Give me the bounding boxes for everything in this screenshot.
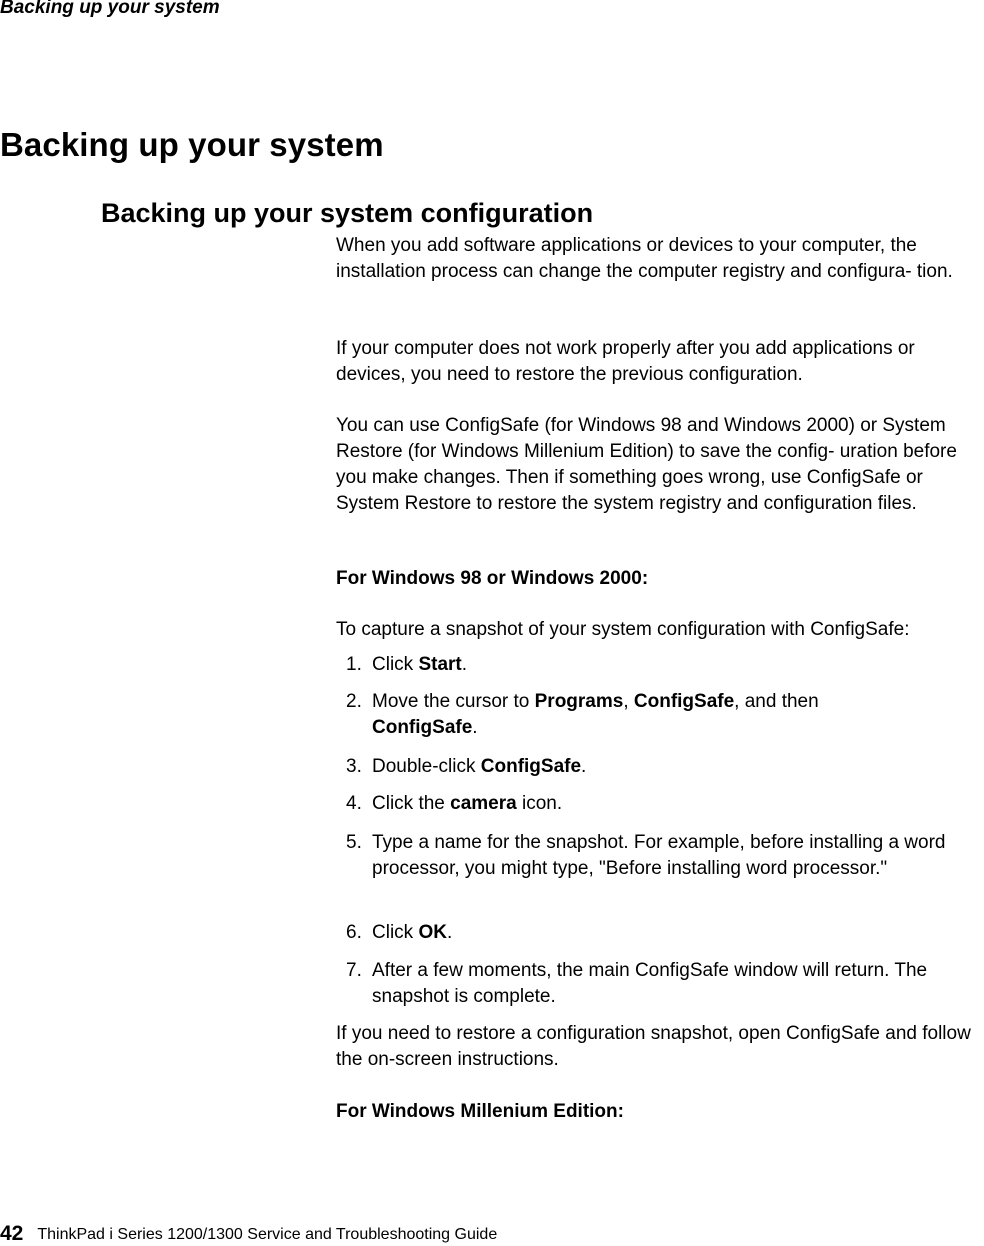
step-number: 4. bbox=[346, 793, 362, 814]
subheading-millenium bbox=[336, 1099, 984, 1125]
subheading-text: For Windows 98 or Windows 2000: bbox=[336, 568, 649, 589]
paragraph-capture-intro bbox=[336, 617, 984, 643]
subheading-text: For Windows Millenium Edition: bbox=[336, 1101, 624, 1122]
step-number: 3. bbox=[346, 756, 362, 777]
step-text: Type a name for the snapshot. For example, before installing a word processor, you might type, "Before installing word processor." bbox=[372, 832, 946, 879]
page-number: 42 bbox=[0, 1222, 24, 1245]
list-item bbox=[336, 754, 984, 780]
page-footer bbox=[0, 1222, 497, 1246]
step-text: Click Start. bbox=[372, 654, 468, 675]
paragraph-restore bbox=[336, 336, 984, 388]
step-number: 5. bbox=[346, 832, 362, 853]
paragraph-text: If you need to restore a configuration snapshot, open ConfigSafe and follow the on-screen instructions. bbox=[336, 1023, 971, 1070]
page-title: Backing up your system bbox=[0, 126, 384, 163]
step-text: Click the camera icon. bbox=[372, 793, 563, 814]
paragraph-configsafe bbox=[336, 413, 984, 517]
step-text: Double-click ConfigSafe. bbox=[372, 756, 587, 777]
list-item bbox=[336, 920, 984, 946]
list-item bbox=[336, 958, 984, 1010]
paragraph-text: To capture a snapshot of your system configuration with ConfigSafe: bbox=[336, 619, 910, 640]
paragraph-text: If your computer does not work properly after you add applications or devices, you need to restore the previous configuration. bbox=[336, 338, 915, 385]
list-item bbox=[336, 830, 984, 882]
step-number: 7. bbox=[346, 960, 362, 981]
subheading-win98 bbox=[336, 566, 984, 592]
list-item bbox=[336, 689, 984, 741]
step-text: Move the cursor to Programs, ConfigSafe, and then ConfigSafe. bbox=[372, 691, 819, 738]
step-number: 2. bbox=[346, 691, 362, 712]
step-number: 6. bbox=[346, 922, 362, 943]
running-head: Backing up your system bbox=[0, 0, 220, 18]
paragraph-restore-snapshot bbox=[336, 1021, 984, 1073]
section-heading: Backing up your system configuration bbox=[101, 198, 594, 228]
paragraph-intro bbox=[336, 233, 984, 285]
book-title: ThinkPad i Series 1200/1300 Service and Troubleshooting Guide bbox=[37, 1226, 498, 1243]
step-text: Click OK. bbox=[372, 922, 453, 943]
list-item bbox=[336, 791, 984, 817]
paragraph-text: When you add software applications or devices to your computer, the installation process can change the computer registry and configura- tion. bbox=[336, 235, 953, 282]
list-item bbox=[336, 652, 984, 678]
paragraph-text: You can use ConfigSafe (for Windows 98 and Windows 2000) or System Restore (for Windows Millenium Edition) to save the config- uration before you make changes. Then if something goes wrong, use ConfigSafe or System Restore to restore the system registry and configuration files. bbox=[336, 415, 957, 514]
step-text: After a few moments, the main ConfigSafe window will return. The snapshot is complete. bbox=[372, 960, 928, 1007]
step-number: 1. bbox=[346, 654, 362, 675]
